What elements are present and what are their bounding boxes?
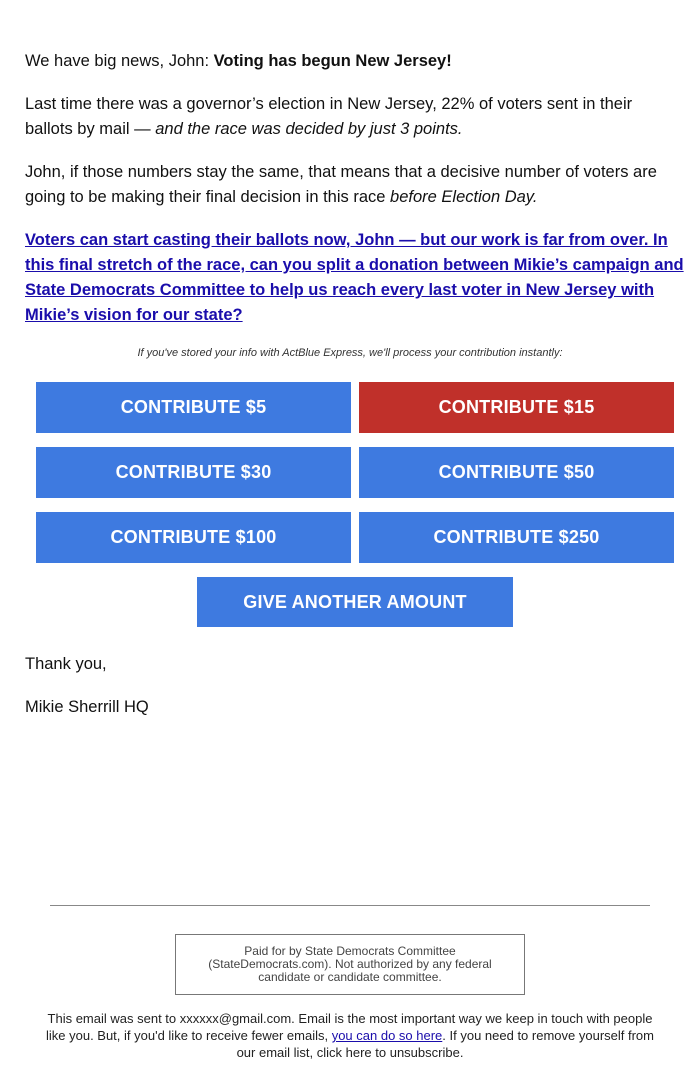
mail-vote-paragraph bbox=[25, 92, 675, 142]
decision-paragraph bbox=[25, 160, 675, 210]
footer-part1: This email was sent to xxxxxx@gmail.com. Email is the most important way we keep in touch with people like you. But, if you'd like to receive fewer emails, bbox=[45, 1011, 653, 1043]
contribute-15-button[interactable]: CONTRIBUTE $15 bbox=[359, 382, 674, 433]
decision-emphasis: before Election Day. bbox=[390, 188, 538, 206]
mail-vote-text: Last time there was a governor’s election in New Jersey, 22% of voters sent in their ballots by mail — bbox=[25, 95, 633, 138]
appeal-link[interactable]: Voters can start casting their ballots now, John — but our work is far from over. In this final stretch of the race, can you split a donation between Mikie’s campaign and State Democrats Committee to help us reach every last voter in New Jersey with Mikie’s vision for our state? bbox=[25, 231, 684, 324]
contribute-250-button[interactable]: CONTRIBUTE $250 bbox=[359, 512, 674, 563]
closing-thanks: Thank you, bbox=[25, 655, 107, 673]
contribute-30-button[interactable]: CONTRIBUTE $30 bbox=[36, 447, 351, 498]
decision-text: John, if those numbers stay the same, that means that a decisive number of voters are going to be making their final decision in this race bbox=[25, 163, 657, 206]
actblue-notice: If you've stored your info with ActBlue Express, we'll process your contribution instantly: bbox=[137, 347, 563, 359]
fewer-emails-link[interactable]: you can do so here bbox=[331, 1028, 443, 1043]
paid-for-text: Paid for by State Democrats Committee (StateDemocrats.com). Not authorized by any federal candidate or candidate committee. bbox=[208, 944, 492, 984]
contribute-100-button[interactable]: CONTRIBUTE $100 bbox=[36, 512, 351, 563]
intro-headline: Voting has begun New Jersey! bbox=[213, 52, 452, 70]
footer-text bbox=[45, 1010, 655, 1061]
appeal-paragraph bbox=[25, 228, 685, 328]
intro-greeting: We have big news, John: bbox=[25, 52, 214, 70]
mail-vote-emphasis: and the race was decided by just 3 points. bbox=[155, 120, 463, 138]
footer-part2: . If you need to remove yourself from our email list, click here to unsubscribe. bbox=[236, 1028, 654, 1060]
signature: Mikie Sherrill HQ bbox=[25, 698, 149, 716]
give-another-amount-button[interactable]: GIVE ANOTHER AMOUNT bbox=[197, 577, 513, 627]
contribute-5-button[interactable]: CONTRIBUTE $5 bbox=[36, 382, 351, 433]
paid-for-disclaimer bbox=[175, 934, 525, 995]
intro-paragraph bbox=[25, 49, 675, 74]
contribute-50-button[interactable]: CONTRIBUTE $50 bbox=[359, 447, 674, 498]
footer-divider bbox=[50, 905, 650, 906]
